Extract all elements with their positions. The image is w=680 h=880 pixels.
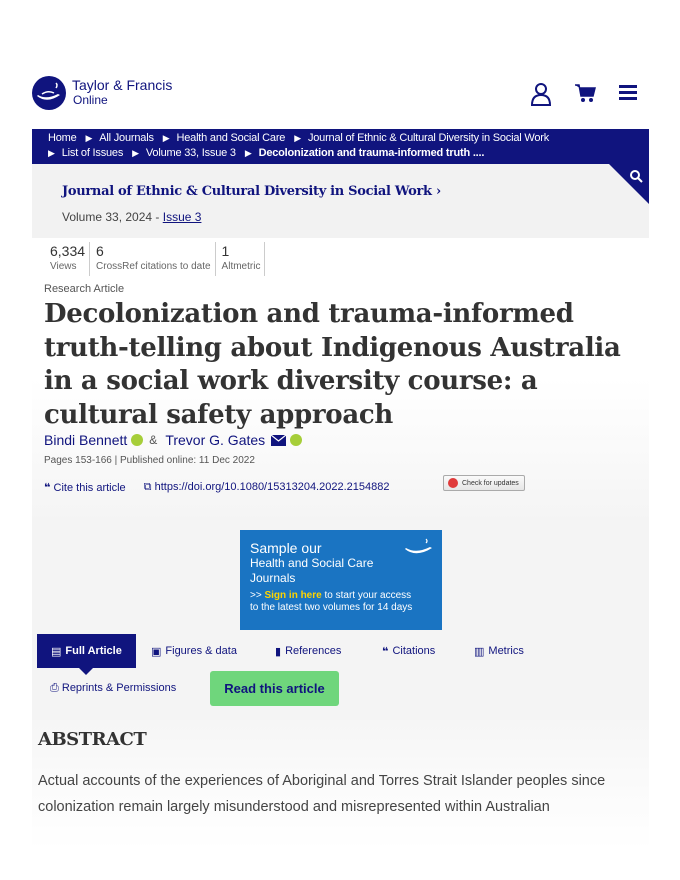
orcid-icon[interactable] bbox=[131, 434, 143, 446]
breadcrumb-volume-issue[interactable]: Volume 33, Issue 3 bbox=[145, 147, 236, 159]
crossmark-icon bbox=[448, 478, 458, 488]
breadcrumb-separator-icon: ▶ bbox=[294, 133, 301, 143]
envelope-icon[interactable] bbox=[271, 435, 286, 446]
breadcrumb-current-article: Decolonization and trauma-informed truth .... bbox=[258, 147, 485, 159]
article-type: Research Article bbox=[44, 283, 125, 295]
breadcrumb-home[interactable]: Home bbox=[48, 132, 77, 144]
image-icon: ▣ bbox=[151, 645, 162, 658]
taylor-francis-logo[interactable] bbox=[32, 76, 172, 110]
bar-chart-icon: ▥ bbox=[474, 645, 485, 658]
issue-link[interactable]: Issue 3 bbox=[162, 210, 202, 224]
journal-band bbox=[32, 164, 649, 238]
check-for-updates-button[interactable]: Check for updates bbox=[443, 475, 525, 491]
user-account-icon[interactable] bbox=[530, 82, 552, 104]
publication-info: Pages 153-166 | Published online: 11 Dec 2022 bbox=[44, 455, 255, 466]
author-link[interactable]: Trevor G. Gates bbox=[165, 432, 266, 448]
external-link-icon: ⧉ bbox=[143, 481, 152, 493]
tab-figures-data[interactable]: ▣ Figures & data bbox=[151, 645, 237, 658]
tab-metrics[interactable]: ▥ Metrics bbox=[474, 645, 524, 658]
logo-line2: Online bbox=[73, 93, 108, 107]
active-tab-indicator bbox=[79, 668, 93, 675]
author-separator: & bbox=[149, 433, 158, 447]
book-icon: ▮ bbox=[275, 645, 282, 658]
article-metrics bbox=[44, 242, 265, 276]
views-metric: 6,334 Views bbox=[44, 242, 90, 276]
breadcrumb-separator-icon: ▶ bbox=[85, 133, 93, 143]
lamp-logo-icon bbox=[32, 76, 66, 110]
breadcrumb-journal[interactable]: Journal of Ethnic & Cultural Diversity in Social Work bbox=[307, 132, 550, 144]
hamburger-menu-icon[interactable] bbox=[618, 82, 640, 104]
printer-icon: ⎙ bbox=[50, 682, 59, 694]
journal-title-link[interactable]: Journal of Ethnic & Cultural Diversity in Social Work › bbox=[62, 184, 441, 199]
breadcrumb-separator-icon: ▶ bbox=[132, 148, 139, 158]
sign-in-link[interactable]: Sign in here bbox=[264, 590, 322, 601]
read-this-article-button[interactable]: Read this article bbox=[210, 671, 339, 706]
breadcrumb-separator-icon: ▶ bbox=[162, 133, 170, 143]
breadcrumb-health-social-care[interactable]: Health and Social Care bbox=[176, 132, 286, 144]
article-title: Decolonization and trauma-informed truth-telling about Indigenous Australia in a social work diversity course: a cultural safety approach bbox=[44, 299, 621, 430]
abstract-text: Actual accounts of the experiences of Aboriginal and Torres Strait Islander peoples since colonization remain largely misunderstood and misrepresented within Australian bbox=[38, 773, 606, 815]
cite-this-article-link[interactable]: ❝ Cite this article bbox=[44, 482, 126, 494]
reprints-permissions-link[interactable]: ⎙ Reprints & Permissions bbox=[50, 682, 177, 694]
lamp-logo-icon bbox=[404, 538, 434, 556]
author-link[interactable]: Bindi Bennett bbox=[44, 432, 128, 448]
quote-icon: ❝ bbox=[382, 645, 389, 658]
breadcrumb-separator-icon: ▶ bbox=[244, 148, 252, 158]
volume-info: Volume 33, 2024 - Issue 3 bbox=[62, 210, 202, 224]
quote-icon: ❝ bbox=[44, 482, 51, 494]
tab-references[interactable]: ▮ References bbox=[275, 645, 342, 658]
tab-citations[interactable]: ❝ Citations bbox=[382, 645, 436, 658]
document-icon: ▤ bbox=[51, 645, 62, 658]
logo-line1: Taylor & Francis bbox=[72, 77, 173, 93]
crossref-metric[interactable]: 6 CrossRef citations to date bbox=[90, 242, 216, 276]
doi-link[interactable]: ⧉ https://doi.org/10.1080/15313204.2022.2154882 bbox=[143, 481, 390, 493]
abstract-heading: ABSTRACT bbox=[38, 729, 147, 750]
breadcrumb bbox=[32, 129, 649, 164]
shopping-cart-icon[interactable] bbox=[574, 82, 596, 104]
search-toggle[interactable] bbox=[609, 164, 649, 204]
breadcrumb-list-of-issues[interactable]: List of Issues bbox=[61, 147, 124, 159]
orcid-icon[interactable] bbox=[290, 434, 302, 446]
site-header bbox=[32, 76, 648, 112]
chevron-right-icon: › bbox=[436, 184, 441, 199]
breadcrumb-all-journals[interactable]: All Journals bbox=[99, 132, 154, 144]
breadcrumb-separator-icon: ▶ bbox=[48, 148, 55, 158]
tab-full-article[interactable]: ▤ Full Article bbox=[37, 634, 136, 668]
author-list bbox=[44, 432, 302, 448]
sample-journals-ad[interactable]: Sample our Health and Social Care Journals >> Sign in here to start your access to the latest two volumes for 14 days bbox=[240, 530, 442, 630]
altmetric-metric[interactable]: 1 Altmetric bbox=[216, 242, 266, 276]
